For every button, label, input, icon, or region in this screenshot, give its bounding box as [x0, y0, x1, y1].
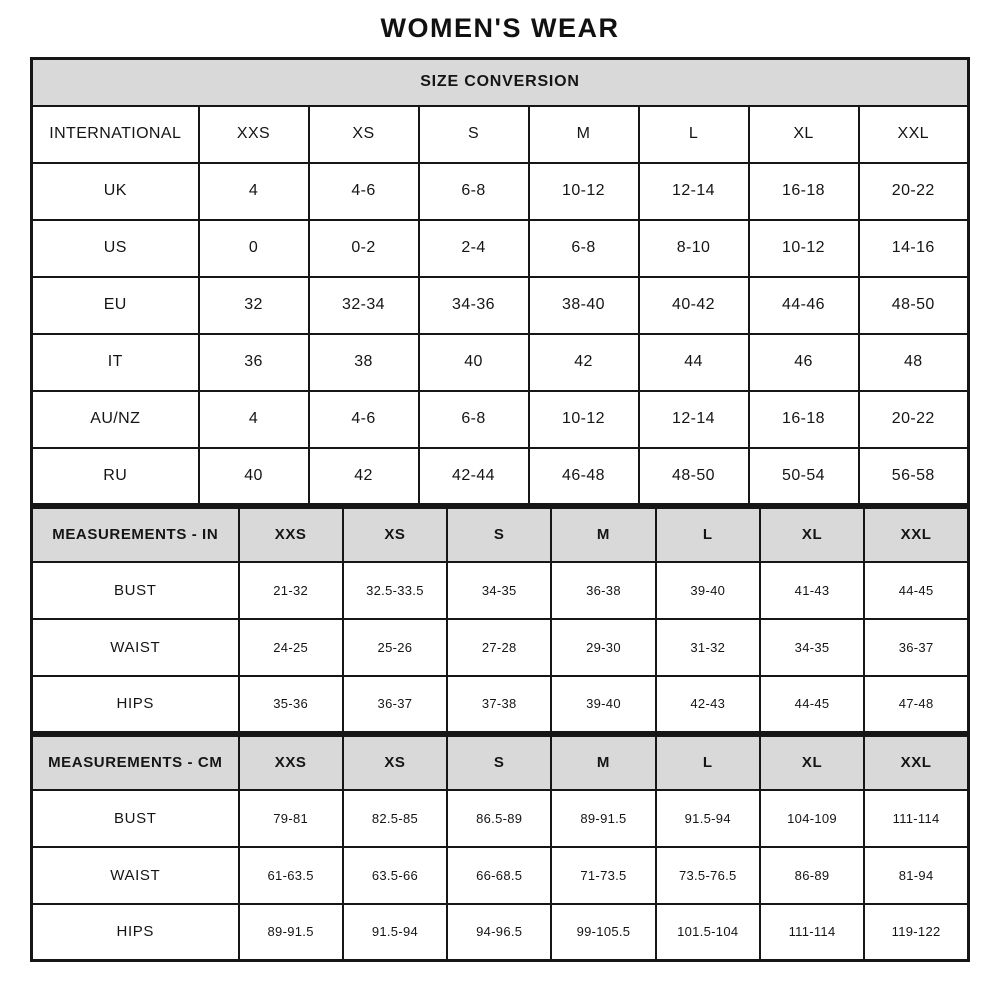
row-label: EU	[32, 277, 199, 334]
size-header-cell: XXL	[864, 508, 968, 562]
measure-value-cell: 86-89	[760, 847, 864, 904]
size-header-cell: L	[656, 508, 760, 562]
international-header-row	[32, 106, 969, 163]
size-header-cell: XS	[343, 736, 447, 790]
measure-value-cell: 101.5-104	[656, 904, 760, 961]
measure-value-cell: 34-35	[447, 562, 551, 619]
table-row-waist-cm	[32, 847, 969, 904]
size-header-cell: M	[551, 508, 655, 562]
measure-value-cell: 31-32	[656, 619, 760, 676]
size-value-cell: 12-14	[639, 163, 749, 220]
size-header-cell: S	[447, 736, 551, 790]
size-header-cell: XXS	[239, 736, 343, 790]
size-header-cell: XXS	[239, 508, 343, 562]
row-label: BUST	[32, 790, 239, 847]
size-value-cell: 32	[199, 277, 309, 334]
row-label: IT	[32, 334, 199, 391]
measure-value-cell: 63.5-66	[343, 847, 447, 904]
page-title: WOMEN'S WEAR	[380, 13, 620, 43]
size-header-cell: XL	[760, 508, 864, 562]
measure-value-cell: 89-91.5	[239, 904, 343, 961]
size-value-cell: 0-2	[309, 220, 419, 277]
row-label: AU/NZ	[32, 391, 199, 448]
measure-value-cell: 89-91.5	[551, 790, 655, 847]
measure-value-cell: 119-122	[864, 904, 968, 961]
table-row-waist-in	[32, 619, 969, 676]
size-header-cell: XXL	[859, 106, 969, 163]
size-value-cell: 10-12	[529, 163, 639, 220]
size-conversion-title: SIZE CONVERSION	[32, 59, 969, 106]
measure-value-cell: 104-109	[760, 790, 864, 847]
measure-value-cell: 82.5-85	[343, 790, 447, 847]
measurements-in-table	[30, 506, 970, 734]
row-label: BUST	[32, 562, 239, 619]
measure-value-cell: 71-73.5	[551, 847, 655, 904]
measure-value-cell: 21-32	[239, 562, 343, 619]
size-value-cell: 38	[309, 334, 419, 391]
size-conversion-title-row	[32, 59, 969, 106]
measure-value-cell: 24-25	[239, 619, 343, 676]
size-value-cell: 6-8	[419, 391, 529, 448]
size-header-cell: L	[639, 106, 749, 163]
table-row-eu	[32, 277, 969, 334]
measure-value-cell: 73.5-76.5	[656, 847, 760, 904]
row-label: RU	[32, 448, 199, 505]
measure-value-cell: 35-36	[239, 676, 343, 733]
table-row-uk	[32, 163, 969, 220]
measure-value-cell: 39-40	[551, 676, 655, 733]
measure-value-cell: 41-43	[760, 562, 864, 619]
size-value-cell: 42	[529, 334, 639, 391]
size-value-cell: 42-44	[419, 448, 529, 505]
size-value-cell: 48-50	[639, 448, 749, 505]
table-row-hips-cm	[32, 904, 969, 961]
size-header-cell: XXL	[864, 736, 968, 790]
row-label: INTERNATIONAL	[32, 106, 199, 163]
measure-value-cell: 36-38	[551, 562, 655, 619]
measure-value-cell: 91.5-94	[656, 790, 760, 847]
size-header-cell: XS	[343, 508, 447, 562]
measure-value-cell: 79-81	[239, 790, 343, 847]
measure-value-cell: 36-37	[864, 619, 968, 676]
measure-value-cell: 44-45	[864, 562, 968, 619]
measure-value-cell: 34-35	[760, 619, 864, 676]
size-value-cell: 4	[199, 391, 309, 448]
table-row-bust-in	[32, 562, 969, 619]
size-header-cell: S	[447, 508, 551, 562]
measurements-cm-title: MEASUREMENTS - CM	[32, 736, 239, 790]
measure-value-cell: 86.5-89	[447, 790, 551, 847]
size-value-cell: 44	[639, 334, 749, 391]
table-row-aunz	[32, 391, 969, 448]
size-value-cell: 40-42	[639, 277, 749, 334]
measurements-cm-header-row	[32, 736, 969, 790]
size-value-cell: 4	[199, 163, 309, 220]
size-value-cell: 10-12	[529, 391, 639, 448]
size-header-cell: M	[529, 106, 639, 163]
measure-value-cell: 66-68.5	[447, 847, 551, 904]
size-header-cell: XS	[309, 106, 419, 163]
size-value-cell: 46-48	[529, 448, 639, 505]
table-row-us	[32, 220, 969, 277]
size-header-cell: XXS	[199, 106, 309, 163]
measurements-in-title: MEASUREMENTS - IN	[32, 508, 239, 562]
size-value-cell: 48	[859, 334, 969, 391]
size-value-cell: 32-34	[309, 277, 419, 334]
size-value-cell: 40	[419, 334, 529, 391]
size-value-cell: 48-50	[859, 277, 969, 334]
measure-value-cell: 39-40	[656, 562, 760, 619]
size-value-cell: 16-18	[749, 163, 859, 220]
size-value-cell: 6-8	[529, 220, 639, 277]
row-label: UK	[32, 163, 199, 220]
size-header-cell: XL	[749, 106, 859, 163]
size-value-cell: 50-54	[749, 448, 859, 505]
measure-value-cell: 91.5-94	[343, 904, 447, 961]
size-header-cell: XL	[760, 736, 864, 790]
size-header-cell: M	[551, 736, 655, 790]
measure-value-cell: 37-38	[447, 676, 551, 733]
measure-value-cell: 25-26	[343, 619, 447, 676]
size-conversion-table	[30, 57, 970, 506]
size-value-cell: 10-12	[749, 220, 859, 277]
measurements-cm-table	[30, 734, 970, 962]
row-label: US	[32, 220, 199, 277]
measure-value-cell: 111-114	[864, 790, 968, 847]
table-row-ru	[32, 448, 969, 505]
size-value-cell: 4-6	[309, 163, 419, 220]
table-row-it	[32, 334, 969, 391]
size-value-cell: 12-14	[639, 391, 749, 448]
measure-value-cell: 29-30	[551, 619, 655, 676]
size-value-cell: 40	[199, 448, 309, 505]
measure-value-cell: 47-48	[864, 676, 968, 733]
row-label: HIPS	[32, 904, 239, 961]
size-value-cell: 2-4	[419, 220, 529, 277]
measure-value-cell: 27-28	[447, 619, 551, 676]
size-value-cell: 20-22	[859, 391, 969, 448]
size-value-cell: 44-46	[749, 277, 859, 334]
measurements-in-header-row	[32, 508, 969, 562]
size-value-cell: 34-36	[419, 277, 529, 334]
measure-value-cell: 94-96.5	[447, 904, 551, 961]
measure-value-cell: 111-114	[760, 904, 864, 961]
measure-value-cell: 61-63.5	[239, 847, 343, 904]
row-label: HIPS	[32, 676, 239, 733]
measure-value-cell: 99-105.5	[551, 904, 655, 961]
measure-value-cell: 81-94	[864, 847, 968, 904]
size-value-cell: 16-18	[749, 391, 859, 448]
row-label: WAIST	[32, 847, 239, 904]
row-label: WAIST	[32, 619, 239, 676]
measure-value-cell: 32.5-33.5	[343, 562, 447, 619]
size-value-cell: 14-16	[859, 220, 969, 277]
size-value-cell: 20-22	[859, 163, 969, 220]
size-value-cell: 4-6	[309, 391, 419, 448]
table-row-bust-cm	[32, 790, 969, 847]
measure-value-cell: 36-37	[343, 676, 447, 733]
size-value-cell: 36	[199, 334, 309, 391]
size-header-cell: L	[656, 736, 760, 790]
measure-value-cell: 42-43	[656, 676, 760, 733]
table-row-hips-in	[32, 676, 969, 733]
size-value-cell: 6-8	[419, 163, 529, 220]
size-header-cell: S	[419, 106, 529, 163]
size-value-cell: 38-40	[529, 277, 639, 334]
size-value-cell: 42	[309, 448, 419, 505]
size-value-cell: 46	[749, 334, 859, 391]
size-value-cell: 8-10	[639, 220, 749, 277]
measure-value-cell: 44-45	[760, 676, 864, 733]
size-value-cell: 56-58	[859, 448, 969, 505]
size-value-cell: 0	[199, 220, 309, 277]
